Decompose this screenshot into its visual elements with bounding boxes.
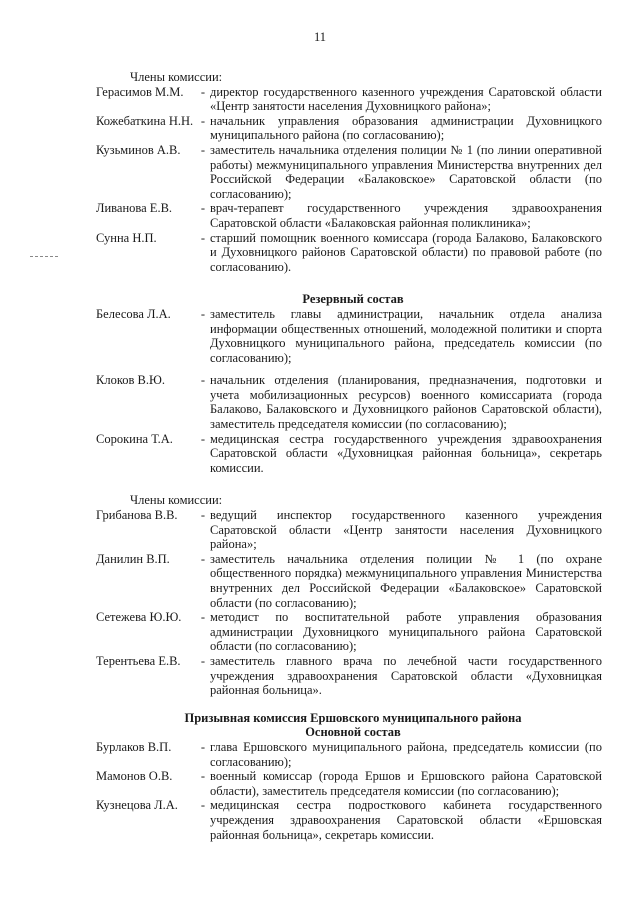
section-title-commission: Призывная комиссия Ершовского муниципального района bbox=[184, 710, 522, 725]
member-name: Терентьева Е.В. bbox=[96, 653, 181, 668]
member-position: методист по воспитательной работе управления образования администрации Духовницкого муниципального района Саратовской области (по согласованию); bbox=[210, 610, 602, 654]
member-position: медицинская сестра государственного учреждения здравоохранения Саратовской области «Духовницкая районная больница», секретарь комиссии. bbox=[210, 431, 602, 475]
member-name: Клоков В.Ю. bbox=[96, 373, 165, 388]
member-position: военный комиссар (города Ершов и Ершовского района Саратовской области), заместитель председателя комиссии (по согласованию); bbox=[210, 769, 602, 798]
member-name: Кожебаткина Н.Н. bbox=[96, 113, 194, 128]
section-subtitle-main: Основной состав bbox=[305, 725, 401, 740]
member-name: Белесова Л.А. bbox=[96, 306, 171, 321]
member-name: Сетежева Ю.Ю. bbox=[96, 610, 182, 625]
member-name: Бурлаков В.П. bbox=[96, 739, 172, 754]
member-entry: Мамонов О.В. - военный комиссар (города Ершов и Ершовского района Саратовской области), заместитель председателя комиссии (по согласованию); bbox=[96, 769, 602, 798]
member-entry: Герасимов М.М. - директор государственного казенного учреждения Саратовской области «Центр занятости населения Духовницкого района»; bbox=[96, 84, 602, 114]
document-body bbox=[96, 70, 602, 842]
member-entry: Сетежева Ю.Ю. - методист по воспитательной работе управления образования администрации Духовницкого муниципального района Саратовской области (по согласованию); bbox=[96, 610, 602, 654]
member-entry: Кожебаткина Н.Н. - начальник управления образования администрации Духовницкого муниципального района (по согласованию); bbox=[96, 113, 602, 143]
member-entry: Терентьева Е.В. - заместитель главного врача по лечебной части государственного учреждения здравоохранения Саратовской области «Духовницкая районная больница». bbox=[96, 653, 602, 698]
members-label: Члены комиссии: bbox=[130, 70, 223, 84]
member-name: Ливанова Е.В. bbox=[96, 201, 173, 216]
member-position: заместитель главного врача по лечебной части государственного учреждения здравоохранения Саратовской области «Духовницкая районная больница». bbox=[210, 653, 602, 698]
member-position: начальник отделения (планирования, предназначения, подготовки и учета мобилизационных ресурсов) военного комиссариата (города Балаково, Балаковского и Духовницкого районов Саратовской области), заместитель председателя комиссии (по согласованию); bbox=[210, 373, 602, 432]
member-name: Сунна Н.П. bbox=[96, 230, 157, 245]
member-position: заместитель главы администрации, начальник отдела анализа информации общественных отношений, молодежной политики и спорта Духовницкого муниципального района, председатель комиссии (по согласованию); bbox=[210, 306, 602, 365]
member-entry: Бурлаков В.П. - глава Ершовского муниципального района, председатель комиссии (по согласованию); bbox=[96, 739, 602, 769]
member-name: Данилин В.П. bbox=[96, 551, 170, 566]
member-name: Сорокина Т.А. bbox=[96, 431, 173, 446]
member-position: заместитель начальника отделения полиции № 1 (по охране общественного порядка) межмуниципального управления Министерства внутренних дел Российской Федерации «Балаковское» Саратовской области (по согласованию); bbox=[210, 551, 602, 610]
member-name: Кузьминов А.В. bbox=[96, 142, 181, 157]
member-position: глава Ершовского муниципального района, председатель комиссии (по согласованию); bbox=[210, 739, 602, 769]
member-position: заместитель начальника отделения полиции № 1 (по линии оперативной работы) межмуниципального управления Министерства внутренних дел Российской Федерации «Балаковское» Саратовской области (по согласованию); bbox=[210, 142, 602, 201]
member-name: Грибанова В.В. bbox=[96, 508, 178, 523]
member-position: старший помощник военного комиссара (города Балаково, Балаковского и Духовницкого районов Саратовской области) по правовой работе (по согласованию). bbox=[210, 230, 602, 274]
member-position: директор государственного казенного учреждения Саратовской области «Центр занятости населения Духовницкого района»; bbox=[210, 84, 602, 114]
member-position: ведущий инспектор государственного казенного учреждения Саратовской области «Центр занятости населения Духовницкого района»; bbox=[210, 508, 602, 552]
members-label: Члены комиссии: bbox=[130, 493, 223, 508]
member-entry: Сунна Н.П. - старший помощник военного комиссара (города Балаково, Балаковского и Духовницкого районов Саратовской области) по правовой работе (по согласованию). bbox=[96, 230, 602, 274]
member-name: Мамонов О.В. bbox=[96, 769, 173, 784]
member-entry: Данилин В.П. - заместитель начальника отделения полиции № 1 (по охране общественного порядка) межмуниципального управления Министерства внутренних дел Российской Федерации «Балаковское» Саратовской области (по согласованию); bbox=[96, 551, 602, 610]
member-entry: Сорокина Т.А. - медицинская сестра государственного учреждения здравоохранения Саратовской области «Духовницкая районная больница», секретарь комиссии. bbox=[96, 431, 602, 475]
member-entry: Кузьминов А.В. - заместитель начальника отделения полиции № 1 (по линии оперативной работы) межмуниципального управления Министерства внутренних дел Российской Федерации «Балаковское» Саратовской области (по согласованию); bbox=[96, 142, 602, 201]
member-entry: Клоков В.Ю. - начальник отделения (планирования, предназначения, подготовки и учета мобилизационных ресурсов) военного комиссариата (города Балаково, Балаковского и Духовницкого районов Саратовской области), заместитель председателя комиссии (по согласованию); bbox=[96, 373, 602, 432]
member-position: начальник управления образования администрации Духовницкого муниципального района (по согласованию); bbox=[210, 113, 602, 143]
member-position: медицинская сестра подросткового кабинета государственного учреждения здравоохранения Саратовской области «Ершовская районная больница», секретарь комиссии. bbox=[210, 798, 602, 842]
scan-mark bbox=[30, 256, 58, 257]
member-name: Герасимов М.М. bbox=[96, 84, 184, 99]
member-name: Кузнецова Л.А. bbox=[96, 798, 178, 813]
member-entry: Ливанова Е.В. - врач-терапевт государственного учреждения здравоохранения Саратовской области «Балаковская районная поликлиника»; bbox=[96, 201, 602, 230]
member-entry: Кузнецова Л.А. - медицинская сестра подросткового кабинета государственного учреждения здравоохранения Саратовской области «Ершовская районная больница», секретарь комиссии. bbox=[96, 798, 602, 842]
page-number: 11 bbox=[313, 30, 327, 44]
member-position: врач-терапевт государственного учреждения здравоохранения Саратовской области «Балаковская районная поликлиника»; bbox=[210, 201, 602, 230]
section-title-reserve: Резервный состав bbox=[302, 292, 404, 307]
member-entry: Белесова Л.А. - заместитель главы администрации, начальник отдела анализа информации общественных отношений, молодежной политики и спорта Духовницкого муниципального района, председатель комиссии (по согласованию); bbox=[96, 306, 602, 365]
member-entry: Грибанова В.В. - ведущий инспектор государственного казенного учреждения Саратовской области «Центр занятости населения Духовницкого района»; bbox=[96, 508, 602, 552]
